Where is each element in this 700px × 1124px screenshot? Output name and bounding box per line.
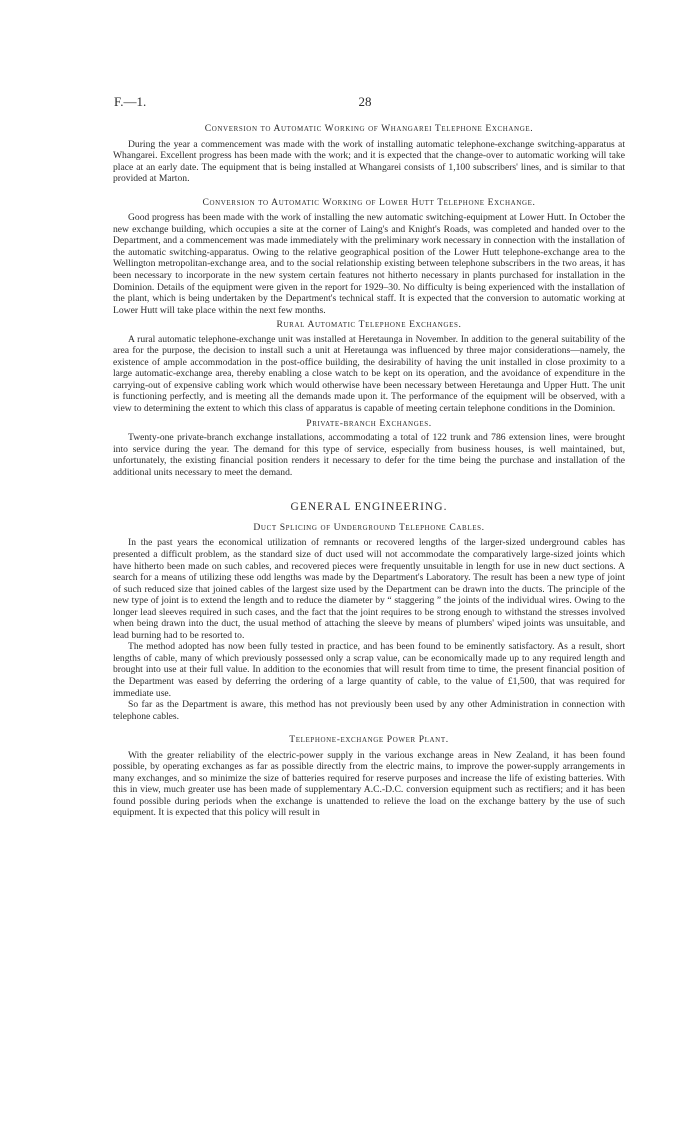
section-duct-splicing xyxy=(113,522,625,722)
page-body xyxy=(113,123,625,819)
major-heading: GENERAL ENGINEERING. xyxy=(290,501,448,514)
report-reference: F.—1. xyxy=(114,94,147,109)
section-heading: Rural Automatic Telephone Exchanges. xyxy=(276,319,462,331)
section-heading: Conversion to Automatic Working of Lower Hutt Telephone Exchange. xyxy=(202,196,536,208)
paragraph: A rural automatic telephone-exchange unit was installed at Heretaunga in November. In addition to the general suitability of the area for the purpose, the decision to install such a unit at Heretaunga was influenced by three major considerations—namely, the existence of ample accommodation in the post-office building, the desirability of having the unit installed in close proximity to a large automatic-exchange area, thereby enabling a close watch to be kept on its operation, and the avoidance of expenditure in the carrying-out of expensive cabling work which would otherwise have been necessary between Heretaunga and Upper Hutt. The unit is functioning perfectly, and is meeting all the demands made upon it. The performance of the equipment will be observed, with a view to determining the extent to which this class of apparatus is capable of meeting certain telephone conditions in the Dominion. xyxy=(113,333,625,415)
section-heading: Conversion to Automatic Working of Whangarei Telephone Exchange. xyxy=(204,123,534,134)
paragraph: Good progress has been made with the work of installing the new automatic switching-equipment at Lower Hutt. In October the new exchange building, which occupies a site at the corner of Laing's and Knight's Roads, was completed and handed over to the Department, and a commencement was made immediately with the preliminary work necessary in connection with the installation of the automatic switching-apparatus. Owing to the relative geographical position of the Lower Hutt telephone-exchange area to the Wellington metropolitan-exchange area, and to the social relationship existing between telephone subscribers in the two areas, it has been necessary to incorporate in the new system certain features not hitherto necessary in plants purchased for installation in the Dominion. Details of the equipment were given in the report for 1929–30. No difficulty is being experienced with the installation of the plant, which is being undertaken by the Department's technical staff. It is expected that the conversion to automatic working at Lower Hutt will take place within the next few months. xyxy=(113,212,625,316)
page-number: 28 xyxy=(358,94,372,109)
section-heading: Duct Splicing of Underground Telephone Cables. xyxy=(253,521,485,533)
paragraph: The method adopted has now been fully tested in practice, and has been found to be eminently satisfactory. As a result, short lengths of cable, many of which previously possessed only a scrap value, can be economically made up to any required length and brought into use at their full value. In addition to the economies that will result from time to time, the present financial position of the Department was eased by deferring the ordering of a large quantity of cable, to the value of £1,500, that was required for immediate use. xyxy=(113,641,625,699)
section-power-plant xyxy=(113,734,625,819)
paragraph: In the past years the economical utilization of remnants or recovered lengths of the larger-sized underground cables has presented a difficult problem, as the standard size of duct used will not accommodate the comparatively large-sized joints which have hitherto been made on such cables, and recovered pieces were frequently unsuitable in length for use in new duct sections. A search for a means of utilizing these odd lengths was made by the Department's Laboratory. The result has been a new type of joint of such reduced size that joined cables of the largest size used by the Department can be drawn into the ducts. The principle of the new type of joint is to extend the length and to reduce the diameter by “ staggering ” the joints of the individual wires. Owing to the longer lead sleeves required in such cases, and the fact that the joint requires to be strong enough to withstand the stresses involved when being drawn into the duct, the usual method of attaching the sleeve by means of plumbers' wiped joints was unsuitable, and lead burning had to be resorted to. xyxy=(113,537,625,641)
section-heading: Telephone-exchange Power Plant. xyxy=(289,734,449,746)
section-heading: Private-branch Exchanges. xyxy=(306,417,432,429)
section-private-branch xyxy=(113,418,625,479)
section-lower-hutt xyxy=(113,197,625,316)
paragraph: Twenty-one private-branch exchange installations, accommodating a total of 122 trunk and 786 extension lines, were brought into service during the year. The demand for this type of service, especially from business houses, is well maintained, but, unfortunately, the existing financial position renders it necessary to defer for the time being the purchase and installation of the additional units necessary to meet the demand. xyxy=(113,432,625,478)
paragraph: During the year a commencement was made with the work of installing automatic telephone-exchange switching-apparatus at Whangarei. Excellent progress has been made with the work; and it is expected that the change-over to automatic working will take place at an early date. The equipment that is being installed at Whangarei consists of 1,100 subscribers' lines, and is similar to that provided at Marton. xyxy=(113,138,625,185)
paragraph: So far as the Department is aware, this method has not previously been used by any other Administration in connection with telephone cables. xyxy=(113,699,625,722)
paragraph: With the greater reliability of the electric-power supply in the various exchange areas in New Zealand, it has been found possible, by operating exchanges as far as possible directly from the electric mains, to improve the power-supply arrangements in many exchanges, and so minimize the size of batteries required for reserve purposes and increase the life of existing batteries. With this in view, much greater use has been made of supplementary A.C.-D.C. conversion equipment such as rectifiers; and it has been found possible during periods when the exchange is unattended to relieve the load on the exchange battery by the use of such equipment. It is expected that this policy will result in xyxy=(113,749,625,819)
section-whangarei xyxy=(113,123,625,185)
section-rural xyxy=(113,319,625,414)
